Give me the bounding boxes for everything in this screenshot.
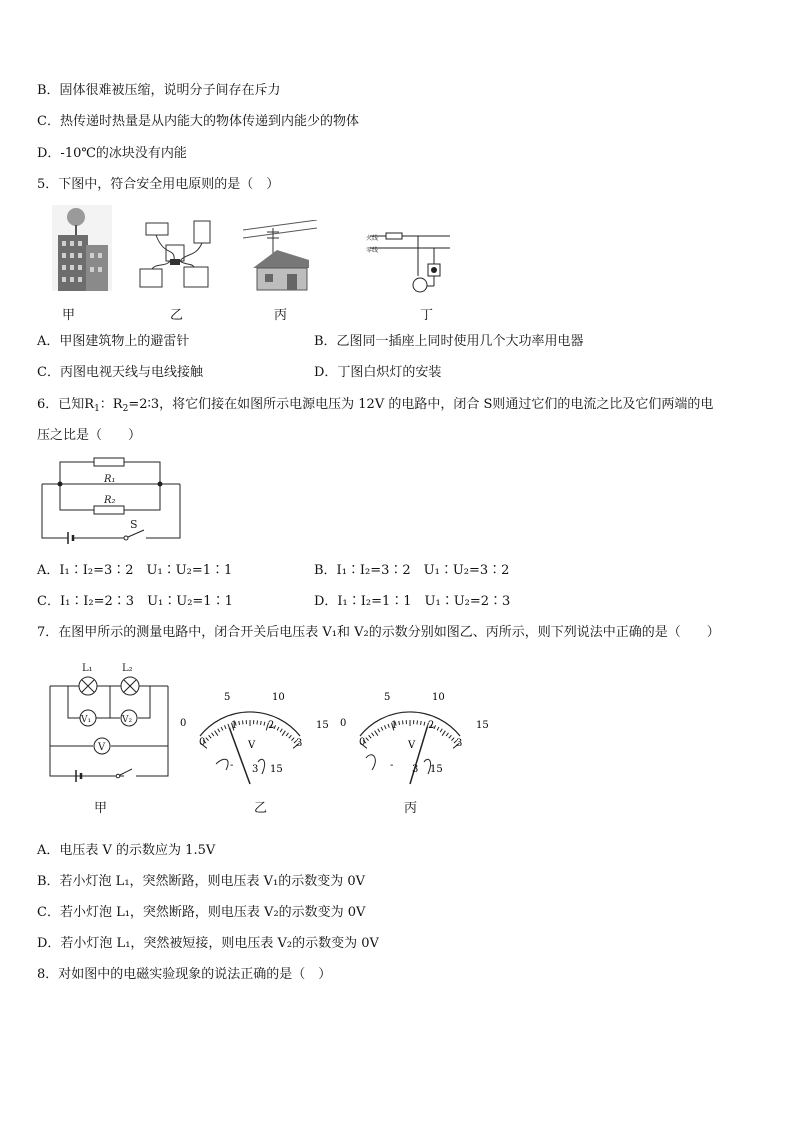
q5-option-b: B．乙图同一插座上同时使用几个大功率用电器 — [314, 334, 584, 349]
meter-tick — [221, 727, 223, 731]
neutral-wire-label: 零线 — [366, 247, 379, 254]
r2-label: R₂ — [104, 495, 116, 506]
l2-label: L₂ — [122, 663, 133, 674]
meter-tick — [239, 721, 240, 725]
q7-caption-bing: 丙 — [404, 801, 418, 816]
meter-outer-0: 0 — [180, 718, 187, 729]
meter-inner-0: 0 — [199, 737, 206, 748]
q7-option-d: D．若小灯泡 L₁，突然被短接，则电压表 V₂的示数变为 0V — [37, 936, 379, 951]
l1-label: L₁ — [82, 663, 93, 674]
meter-terminal-minus: - — [390, 760, 394, 771]
meter-tick — [446, 733, 448, 736]
q5-caption-jia: 甲 — [62, 308, 76, 323]
q7-option-a: A．电压表 V 的示数应为 1.5V — [37, 843, 216, 858]
q8-stem: 8．对如图中的电磁实验现象的说法正确的是（ ） — [37, 967, 332, 982]
meter-tick — [264, 722, 265, 726]
meter-tick — [388, 724, 389, 728]
meter-tick — [291, 738, 294, 741]
voltmeter-bing — [336, 686, 496, 786]
meter-tick — [369, 735, 372, 738]
q5-figure-socket — [136, 217, 214, 293]
q5-option-c: C．丙图电视天线与电线接触 — [37, 365, 203, 380]
q4-option-b: B．固体很难被压缩，说明分子间存在斥力 — [37, 83, 281, 98]
q5-caption-bing: 丙 — [274, 308, 288, 323]
meter-tick — [372, 733, 374, 736]
meter-tick — [209, 735, 212, 738]
meter-tick — [218, 729, 220, 732]
meter-tick — [449, 735, 452, 738]
meter-tick — [384, 725, 386, 729]
meter-tick — [421, 721, 422, 725]
meter-tick — [282, 731, 285, 736]
meter-tick — [424, 722, 425, 726]
meter-inner-2: 2 — [268, 720, 275, 731]
meter-tick — [277, 727, 279, 731]
q6-option-b: B．I₁∶I₂=3∶2 U₁∶U₂=3∶2 — [314, 563, 510, 578]
q5-caption-ding: 丁 — [420, 308, 434, 323]
meter-tick — [215, 731, 218, 736]
meter-tick — [286, 733, 288, 736]
meter-inner-0: 0 — [359, 737, 366, 748]
meter-tick — [366, 738, 369, 741]
meter-outer-15: 15 — [316, 720, 329, 731]
q6-stem-line2: 压之比是（ ） — [37, 428, 142, 443]
meter-tick — [381, 727, 383, 731]
q5-figure-lamp-wiring — [366, 228, 452, 300]
meter-tick — [289, 735, 292, 738]
meter-outer-5: 5 — [224, 692, 231, 703]
meter-unit: V — [248, 740, 256, 751]
meter-tick — [375, 731, 378, 736]
meter-terminal-15: 15 — [430, 764, 443, 775]
q5-stem: 5．下图中，符合安全用电原则的是（ ） — [37, 177, 280, 192]
meter-outer-0: 0 — [340, 718, 347, 729]
q7-stem: 7．在图甲所示的测量电路中，闭合开关后电压表 V₁和 V₂的示数分别如图乙、丙所示，则下列说法中正确的是（ ） — [37, 625, 720, 640]
meter-tick — [437, 727, 439, 731]
meter-inner-3: 3 — [296, 738, 303, 749]
meter-tick — [261, 721, 262, 725]
meter-outer-5: 5 — [384, 692, 391, 703]
meter-terminal-15: 15 — [270, 764, 283, 775]
meter-tick — [212, 733, 214, 736]
meter-outer-10: 10 — [272, 692, 285, 703]
meter-inner-2: 2 — [428, 720, 435, 731]
q7-caption-yi: 乙 — [254, 801, 268, 816]
meter-tick — [224, 725, 226, 729]
q6-option-c: C．I₁∶I₂=2∶3 U₁∶U₂=1∶1 — [37, 594, 233, 609]
meter-terminal-minus: - — [230, 760, 234, 771]
meter-terminal-3: 3 — [252, 764, 259, 775]
q5-caption-yi: 乙 — [170, 308, 184, 323]
meter-outer-15: 15 — [476, 720, 489, 731]
meter-outer-10: 10 — [432, 692, 445, 703]
meter-tick — [451, 738, 454, 741]
q6-circuit-diagram — [40, 454, 186, 550]
meter-tick — [440, 729, 442, 732]
q4-option-d: D．-10℃的冰块没有内能 — [37, 146, 187, 161]
meter-tick — [228, 724, 229, 728]
q7-circuit-diagram — [46, 658, 172, 782]
meter-inner-1: 1 — [231, 720, 238, 731]
v2-label: V₂ — [122, 715, 133, 725]
v1-label: V₁ — [81, 715, 92, 725]
meter-needle — [229, 728, 250, 784]
v-label: V — [98, 742, 106, 753]
meter-terminal-3: 3 — [412, 764, 419, 775]
meter-inner-1: 1 — [391, 720, 398, 731]
meter-tick — [442, 731, 445, 736]
live-wire-label: 火线 — [366, 235, 379, 242]
q7-option-b: B．若小灯泡 L₁，突然断路，则电压表 V₁的示数变为 0V — [37, 874, 366, 889]
meter-tick — [280, 729, 282, 732]
meter-tick — [206, 738, 209, 741]
q6-stem-line1: 6．已知$R_1$：$R_2=2∶3$，将它们接在如图所示电源电压为 12V 的电路中，闭合 S则通过它们的电流之比及它们两端的电 — [37, 397, 714, 414]
meter-needle — [410, 727, 427, 784]
voltmeter-yi — [176, 686, 336, 786]
q5-option-a: A．甲图建筑物上的避雷针 — [37, 334, 190, 349]
q5-figure-building — [52, 205, 112, 291]
q7-caption-jia: 甲 — [94, 801, 108, 816]
q5-figure-antenna — [243, 220, 317, 292]
q6-option-d: D．I₁∶I₂=1∶1 U₁∶U₂=2∶3 — [314, 594, 511, 609]
q4-option-c: C．热传递时热量是从内能大的物体传递到内能少的物体 — [37, 114, 359, 129]
q7-option-c: C．若小灯泡 L₁，突然断路，则电压表 V₂的示数变为 0V — [37, 905, 366, 920]
switch-label: S — [130, 518, 138, 531]
r1-label: R₁ — [104, 474, 116, 485]
q5-option-d: D．丁图白炽灯的安装 — [314, 365, 442, 380]
q6-option-a: A．I₁∶I₂=3∶2 U₁∶U₂=1∶1 — [37, 563, 233, 578]
meter-tick — [399, 721, 400, 725]
meter-tick — [378, 729, 380, 732]
meter-unit: V — [408, 740, 416, 751]
meter-inner-3: 3 — [456, 738, 463, 749]
